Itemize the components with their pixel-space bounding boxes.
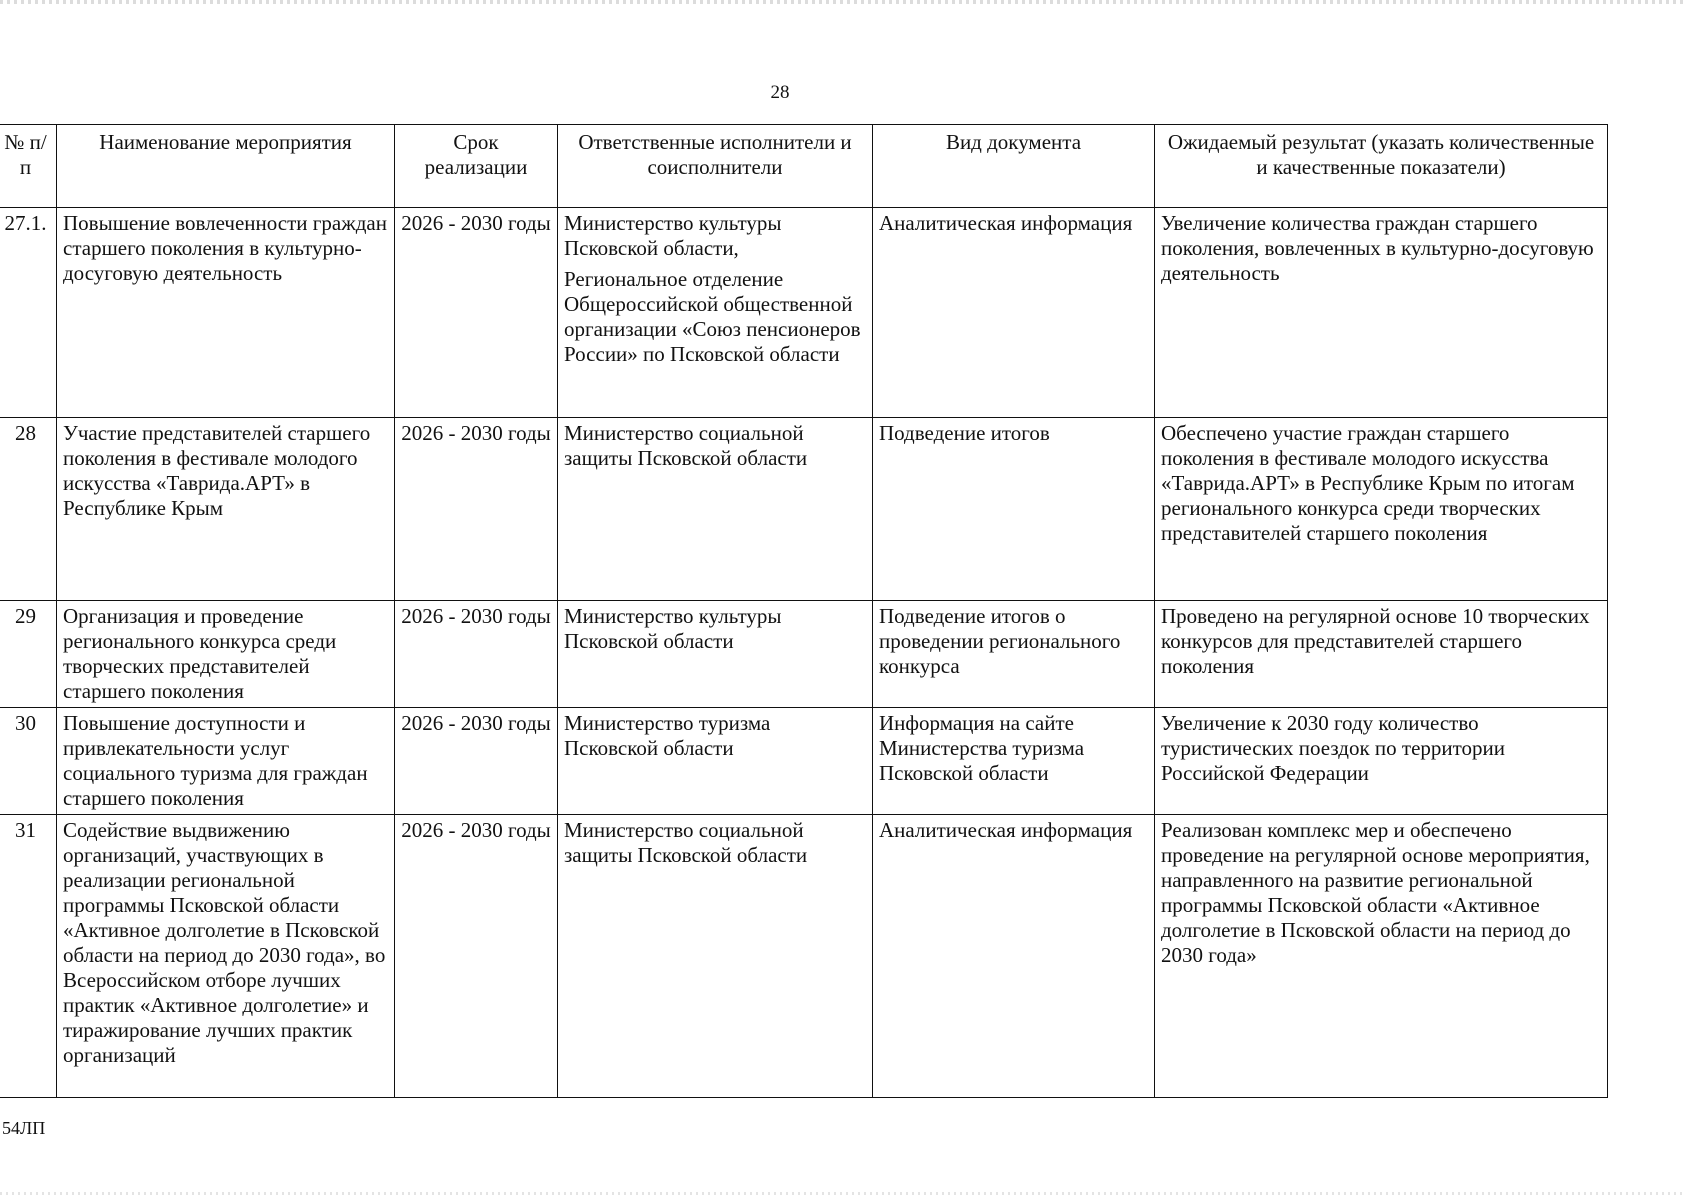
responsible-executors (558, 815, 873, 1098)
executor-entry: Министерство культуры Псковской области (564, 604, 782, 653)
page-number: 28 (770, 82, 790, 103)
expected-result: Обеспечено участие граждан старшего поколения в фестивале молодого искусства «Таврида.АРТ» в Республике Крым по итогам регионального конкурса среди творческих представителей старшего поколения (1155, 418, 1608, 601)
document-type: Аналитическая информация (873, 208, 1155, 418)
expected-result: Реализован комплекс мер и обеспечено проведение на регулярной основе мероприятия, направленного на развитие региональной программы Псковской области «Активное долголетие в Псковской области на период до 2030 года» (1155, 815, 1608, 1098)
executor-entry: Министерство социальной защиты Псковской области (564, 421, 808, 470)
implementation-term: 2026 - 2030 годы (395, 815, 558, 1098)
executor-entry: Министерство социальной защиты Псковской области (564, 818, 808, 867)
implementation-term: 2026 - 2030 годы (395, 208, 558, 418)
row-number: 29 (0, 601, 57, 708)
measure-name: Содействие выдвижению организаций, участвующих в реализации региональной программы Псковской области «Активное долголетие в Псковской области на период до 2030 года», во Всероссийском отборе лучших практик «Активное долголетие» и тиражирование лучших практик организаций (57, 815, 395, 1098)
table-header-row (0, 125, 1608, 208)
document-type: Аналитическая информация (873, 815, 1155, 1098)
implementation-term: 2026 - 2030 годы (395, 418, 558, 601)
table-row (0, 601, 1608, 708)
document-type: Подведение итогов о проведении регионального конкурса (873, 601, 1155, 708)
table-row (0, 815, 1608, 1098)
header-name: Наименование мероприятия (57, 125, 395, 208)
header-term: Срок реализации (395, 125, 558, 208)
row-number: 27.1. (0, 208, 57, 418)
measures-table (0, 124, 1608, 1098)
scan-edge-top (0, 0, 1686, 4)
row-number: 28 (0, 418, 57, 601)
row-number: 31 (0, 815, 57, 1098)
expected-result: Проведено на регулярной основе 10 творческих конкурсов для представителей старшего поколения (1155, 601, 1608, 708)
measure-name: Участие представителей старшего поколения в фестивале молодого искусства «Таврида.АРТ» в Республике Крым (57, 418, 395, 601)
responsible-executors (558, 418, 873, 601)
responsible-executors (558, 208, 873, 418)
executor-entry: Региональное отделение Общероссийской общественной организации «Союз пенсионеров России» по Псковской области (564, 267, 861, 366)
executor-entry: Министерство культуры Псковской области, (564, 211, 782, 260)
implementation-term: 2026 - 2030 годы (395, 708, 558, 815)
implementation-term: 2026 - 2030 годы (395, 601, 558, 708)
header-doc-type: Вид документа (873, 125, 1155, 208)
header-num: № п/п (0, 125, 57, 208)
responsible-executors (558, 708, 873, 815)
table-row (0, 208, 1608, 418)
measure-name: Организация и проведение регионального конкурса среди творческих представителей старшего поколения (57, 601, 395, 708)
document-type: Подведение итогов (873, 418, 1155, 601)
measure-name: Повышение вовлеченности граждан старшего поколения в культурно-досуговую деятельность (57, 208, 395, 418)
document-footer-code: 54ЛП (2, 1118, 46, 1138)
header-result: Ожидаемый результат (указать количественные и качественные показатели) (1155, 125, 1608, 208)
executor-entry: Министерство туризма Псковской области (564, 711, 771, 760)
header-executors: Ответственные исполнители и соисполнители (558, 125, 873, 208)
document-type: Информация на сайте Министерства туризма Псковской области (873, 708, 1155, 815)
responsible-executors (558, 601, 873, 708)
scan-edge-bottom (0, 1192, 1686, 1195)
expected-result: Увеличение к 2030 году количество туристических поездок по территории Российской Федерации (1155, 708, 1608, 815)
measure-name: Повышение доступности и привлекательности услуг социального туризма для граждан старшего поколения (57, 708, 395, 815)
expected-result: Увеличение количества граждан старшего поколения, вовлеченных в культурно-досуговую деятельность (1155, 208, 1608, 418)
table-row (0, 708, 1608, 815)
row-number: 30 (0, 708, 57, 815)
table-row (0, 418, 1608, 601)
